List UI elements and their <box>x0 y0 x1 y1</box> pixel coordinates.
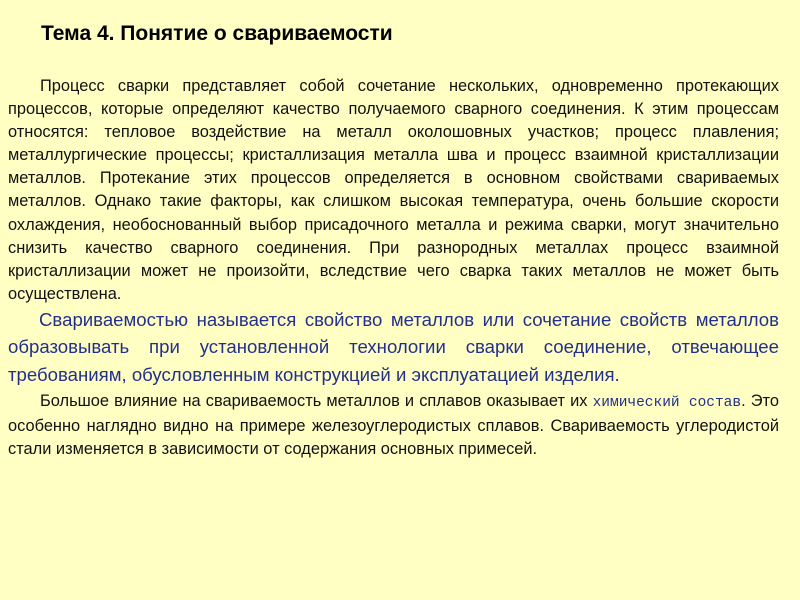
slide-body <box>8 75 779 461</box>
intro-paragraph: Процесс сварки представляет собой сочетание нескольких, одновременно протекающих процессов, которые определяют качество получаемого сварного соединения. К этим процессам относятся: тепловое воздействие на металл околошовных участков; процесс плавления; металлургические процессы; кристаллизация металла шва и процесс взаимной кристаллизации металлов. Протекание этих процессов определяется в основном свойствами свариваемых металлов. Однако такие факторы, как слишком высокая температура, очень большие скорости охлаждения, необоснованный выбор присадочного металла и режима сварки, могут значительно снизить качество сварного соединения. При разнородных металлах процесс взаимной кристаллизации может не произойти, вследствие чего сварка таких металлов не может быть осуществлена. <box>8 77 779 303</box>
definition-paragraph: Свариваемостью называется свойство металлов или сочетание свойств металлов образовывать при установленной технологии сварки соединение, отвечающее требованиям, обусловленным конструкцией и эксплуатацией изделия. <box>8 308 779 385</box>
paragraph-3-start: Большое влияние на свариваемость металлов и сплавов оказывает их <box>40 391 593 410</box>
slide-title: Тема 4. Понятие о свариваемости <box>41 22 393 45</box>
chemical-composition-paragraph <box>8 390 779 461</box>
paragraph-3-end: . Это особенно наглядно видно на примере железоуглеродистых сплавов. Свариваемость углеродистой стали изменяется в зависимости от содержания основных примесей. <box>8 391 779 459</box>
chemical-composition-highlight: химический состав <box>592 394 742 411</box>
